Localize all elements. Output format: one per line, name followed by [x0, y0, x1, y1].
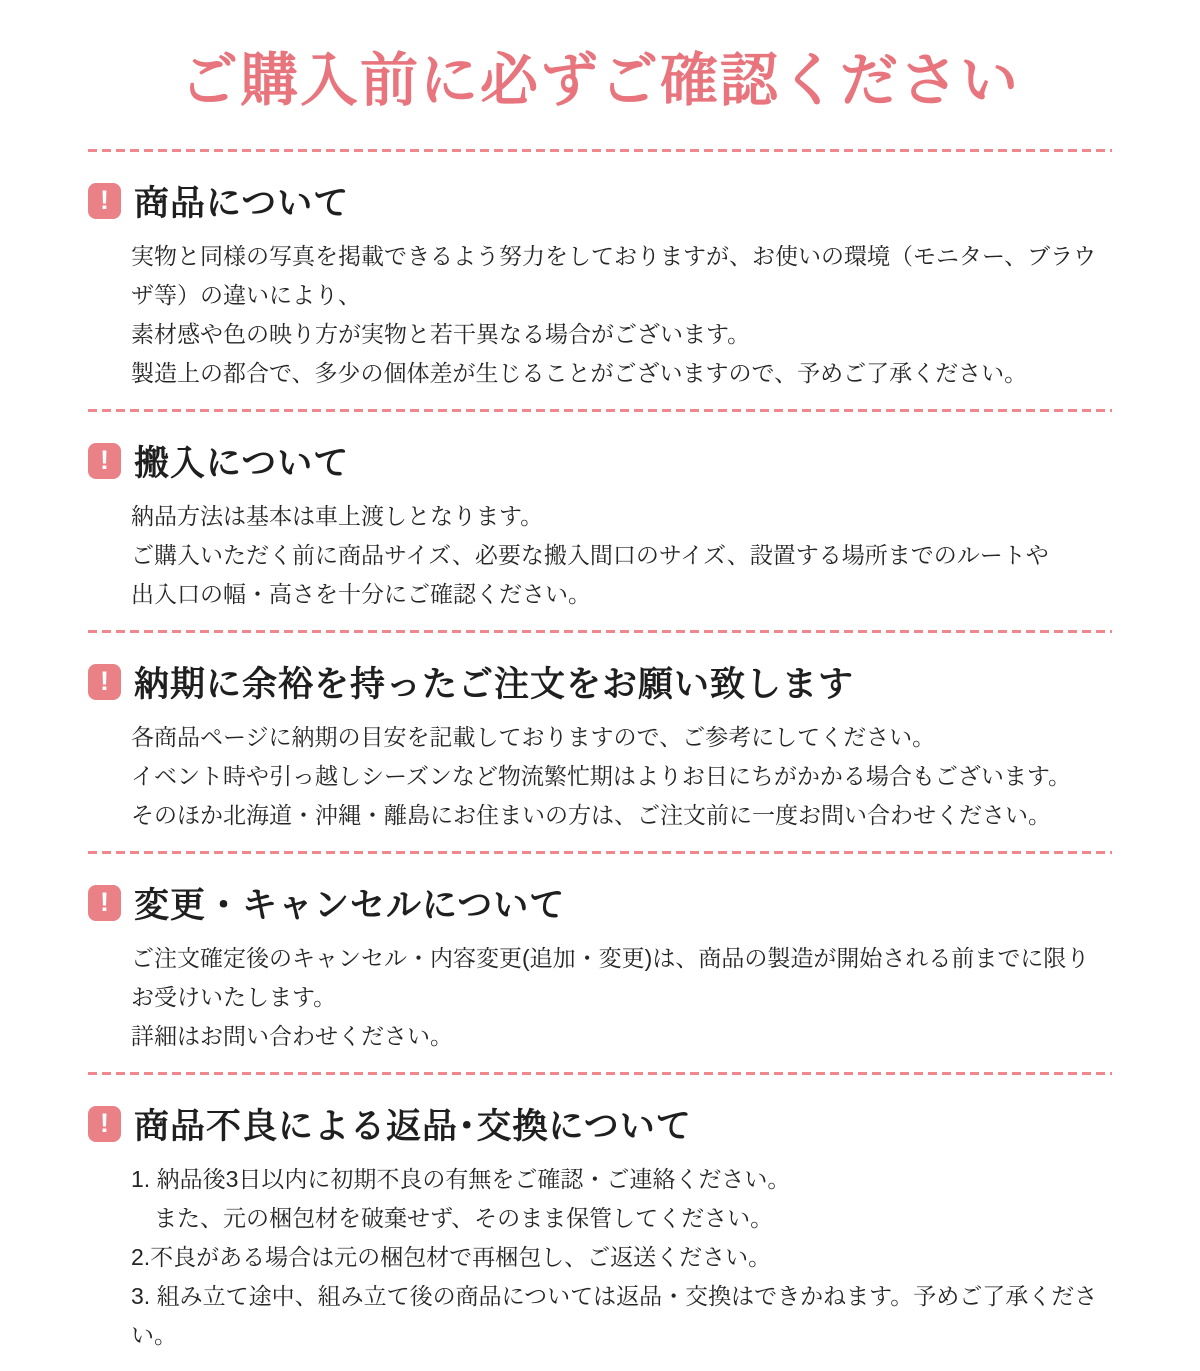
- body-line: 製造上の都合で、多少の個体差が生じることがございますので、予めご了承ください。: [131, 359, 1028, 386]
- body-line: 1. 納品後3日以内に初期不良の有無をご確認・ご連絡ください。: [131, 1165, 791, 1192]
- section-heading: 商品について: [134, 183, 350, 223]
- body-line: イベント時や引っ越しシーズンなど物流繁忙期はよりお日にちがかかる場合もございます。: [131, 762, 1072, 789]
- body-line: 納品方法は基本は車上渡しとなります。: [131, 502, 544, 529]
- section-header: [88, 176, 1112, 226]
- body-line: 実物と同様の写真を掲載できるよう努力をしておりますが、お使いの環境（モニター、ブラウザ等）の違いにより、: [131, 242, 1097, 308]
- exclamation-icon: !: [88, 664, 121, 700]
- notice-page: [0, 48, 1200, 1371]
- section-body: [131, 497, 1112, 614]
- exclamation-icon: !: [88, 183, 121, 219]
- section-header: [88, 657, 1112, 707]
- section-header: [88, 878, 1112, 928]
- section-body: [131, 237, 1112, 393]
- notice-section: [88, 412, 1112, 630]
- exclamation-icon: !: [88, 885, 121, 921]
- notice-section: [88, 854, 1112, 1072]
- body-line: 2.不良がある場合は元の梱包材で再梱包し、ご返送ください。: [131, 1243, 772, 1270]
- exclamation-icon: !: [88, 1106, 121, 1142]
- body-line: ご注文確定後のキャンセル・内容変更(追加・変更)は、商品の製造が開始される前までに限りお受けいたします。: [131, 944, 1090, 1010]
- body-line: ご購入いただく前に商品サイズ、必要な搬入間口のサイズ、設置する場所までのルートや: [131, 541, 1049, 568]
- body-line: 出入口の幅・高さを十分にご確認ください。: [131, 580, 591, 607]
- body-line: また、元の梱包材を破棄せず、そのまま保管してください。: [131, 1204, 774, 1231]
- notice-section: [88, 1075, 1112, 1371]
- body-line: 詳細はお問い合わせください。: [131, 1022, 453, 1049]
- body-line: 素材感や色の映り方が実物と若干異なる場合がございます。: [131, 320, 751, 347]
- section-body: [131, 939, 1112, 1056]
- notice-section: [88, 633, 1112, 851]
- exclamation-icon: !: [88, 443, 121, 479]
- section-header: [88, 436, 1112, 486]
- section-body: [131, 1160, 1112, 1355]
- section-body: [131, 718, 1112, 835]
- body-line: 3. 組み立て途中、組み立て後の商品については返品・交換はできかねます。予めご了承ください。: [131, 1282, 1098, 1348]
- section-heading: 商品不良による返品･交換について: [134, 1106, 692, 1146]
- body-line: そのほか北海道・沖縄・離島にお住まいの方は、ご注文前に一度お問い合わせください。: [131, 801, 1051, 828]
- sections-list: [88, 149, 1112, 1371]
- notice-section: [88, 152, 1112, 409]
- body-line: 各商品ページに納期の目安を記載しておりますので、ご参考にしてください。: [131, 723, 936, 750]
- section-heading: 納期に余裕を持ったご注文をお願い致します: [134, 664, 855, 704]
- page-title: ご購入前に必ずご確認ください: [179, 48, 1020, 113]
- section-header: [88, 1099, 1112, 1149]
- section-heading: 搬入について: [134, 443, 350, 483]
- section-heading: 変更・キャンセルについて: [134, 885, 566, 925]
